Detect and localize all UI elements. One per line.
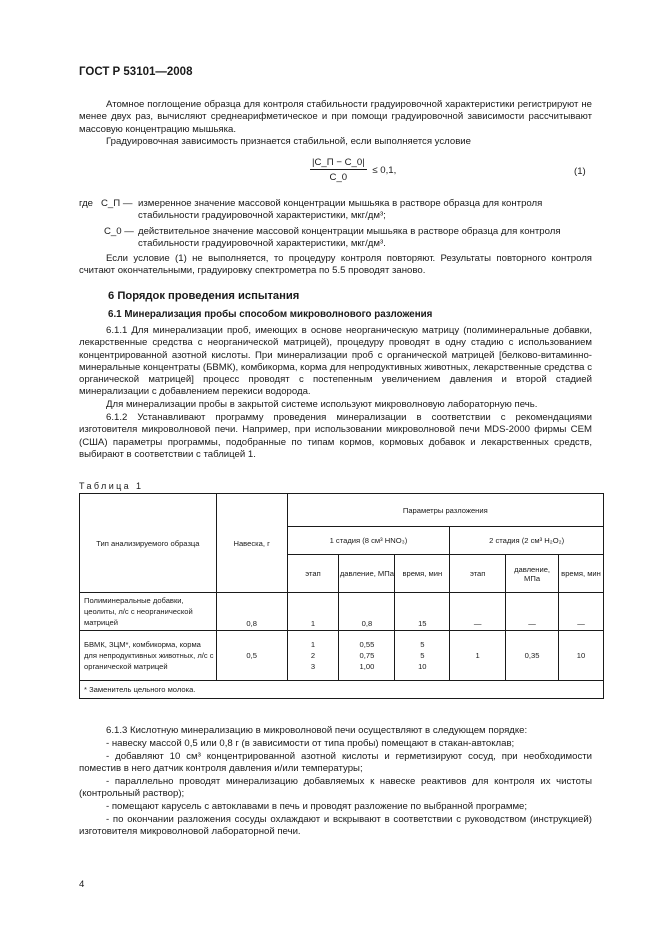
row2-pressure: 0,55 xyxy=(359,640,375,649)
header-pressure: давление, МПа xyxy=(339,555,395,593)
paragraph-repeat-control: Если условие (1) не выполняется, то процедуру контроля повторяют. Результаты повторного контроля считают окончательными, градуировку спектрометра по 5.5 проводят заново. xyxy=(79,253,592,277)
header-parameters: Параметры разложения xyxy=(287,494,603,527)
row2-pressure: 0,75 xyxy=(359,651,375,660)
row2-mass: 0,5 xyxy=(216,631,287,681)
row2-time: 10 xyxy=(418,662,427,671)
row2-s2-step: 1 xyxy=(450,631,506,681)
paragraph-stability: Атомное поглощение образца для контроля стабильности градуировочной характеристики регистрируют не менее двух раз, вычисляют среднеарифметическое и при помощи градуировочной зависимости рассчитывают массовую концентрацию мышьяка. xyxy=(79,99,592,135)
header-time: время, мин xyxy=(395,555,450,593)
row2-pressure: 1,00 xyxy=(359,662,375,671)
list-item: - параллельно проводят минерализацию добавляемых к навеске реактивов для контроля их чистоты (контрольный раствор); xyxy=(79,776,592,800)
definition-c0 xyxy=(79,226,592,252)
formula-numerator: |C_П − C_0| xyxy=(312,157,365,168)
row2-s2-time: 10 xyxy=(559,631,604,681)
formula-denominator: C_0 xyxy=(329,172,348,183)
table-row xyxy=(80,631,604,681)
formula-fraction xyxy=(310,157,367,183)
formula-condition: ≤ 0,1, xyxy=(372,164,397,176)
header-mass: Навеска, г xyxy=(216,494,287,593)
table-row xyxy=(80,593,604,631)
row2-step: 3 xyxy=(310,662,316,671)
standard-header: ГОСТ Р 53101—2008 xyxy=(79,66,193,78)
text-cp: измеренное значение массовой концентрации мышьяка в растворе образца для контроля стабильности градуировочной характеристики, мкг/дм³; xyxy=(138,198,543,222)
row1-s1-pressure: 0,8 xyxy=(339,593,395,631)
paragraph-6-1-2: 6.1.2 Устанавливают программу проведения минерализации в соответствии с рекомендациями изготовителя микроволновой печи. Например, при использовании микроволновой печи MDS-2000 фирмы СЕМ (США) параметры программы, подобранные по типам кормов, кормовых добавок и лекарственных средств, выбирают в соответствии с таблицей 1. xyxy=(79,412,592,460)
formula-number: (1) xyxy=(574,166,586,177)
row2-step: 2 xyxy=(310,651,316,660)
row1-s2-step: — xyxy=(450,593,506,631)
row1-s2-pressure: — xyxy=(506,593,559,631)
row2-time: 5 xyxy=(420,640,425,649)
row1-type: Полиминеральные добавки, цеолиты, л/с с неорганической матрицей xyxy=(84,596,193,627)
table-footnote: * Заменитель цельного молока. xyxy=(80,681,604,699)
list-item: - помещают карусель с автоклавами в печь и проводят разложение по выбранной программе; xyxy=(106,801,528,812)
table-1 xyxy=(79,493,604,699)
term-c0: C_0 — xyxy=(104,226,134,237)
row1-s1-step: 1 xyxy=(287,593,339,631)
header-time-2: время, мин xyxy=(559,555,604,593)
row1-s1-time: 15 xyxy=(395,593,450,631)
list-item: - добавляют 10 см³ концентрированной азотной кислоты и герметизируют сосуд, при необходимости поместив в него датчик контроля давления и/или температуры; xyxy=(79,751,592,775)
term-cp: C_П — xyxy=(101,198,133,209)
row2-step: 1 xyxy=(310,640,316,649)
paragraph-microwave-oven: Для минерализации пробы в закрытой системе используют микроволновую лабораторную печь. xyxy=(106,399,538,410)
row1-s2-time: — xyxy=(559,593,604,631)
definition-cp xyxy=(79,198,592,224)
list-item: - по окончании разложения сосуды охлаждают и вскрывают в соответствии с руководством (инструкцией) изготовителя микроволновой лабораторной печи. xyxy=(79,814,592,838)
section-6-1-heading: 6.1 Минерализация пробы способом микроволнового разложения xyxy=(108,309,433,320)
header-stage-1: 1 стадия (8 см³ HNO₃) xyxy=(287,527,450,555)
table-caption: Таблица 1 xyxy=(79,481,144,491)
paragraph-6-1-1: 6.1.1 Для минерализации проб, имеющих в основе неорганическую матрицу (полиминеральные добавки, лекарственные средства с неорганической матрицей), процедуру проводят в одну стадию с использованием концентрированной азотной кислоты. При минерализации проб с органической матрицей [белково-витаминно-минеральные концентраты (БВМК), комбикорма, корма для непродуктивных животных, лекарственные средства с органической матрицей] процесс проводят с постепенным увеличением давления и второй стадией минерализации с добавлением перекиси водорода. xyxy=(79,325,592,398)
section-6-heading: 6 Порядок проведения испытания xyxy=(108,290,300,302)
row2-s2-pressure: 0,35 xyxy=(506,631,559,681)
header-pressure-2: давление, МПа xyxy=(506,555,559,593)
page-number: 4 xyxy=(79,879,85,890)
paragraph-6-1-3: 6.1.3 Кислотную минерализацию в микроволновой печи осуществляют в следующем порядке: xyxy=(106,725,528,736)
header-step: этап xyxy=(287,555,339,593)
row2-time: 5 xyxy=(420,651,425,660)
list-item: - навеску массой 0,5 или 0,8 г (в зависимости от типа пробы) помещают в стакан-автоклав; xyxy=(106,738,515,749)
row2-type: БВМК, ЗЦМ*, комбикорма, корма для непродуктивных животных, л/с с органической матрицей xyxy=(84,640,214,671)
text-c0: действительное значение массовой концентрации мышьяка в растворе образца для контроля стабильности градуировочной характеристики, мкг/дм³. xyxy=(138,226,561,250)
header-step-2: этап xyxy=(450,555,506,593)
formula-1 xyxy=(310,157,396,183)
paragraph-condition: Градуировочная зависимость признается стабильной, если выполняется условие xyxy=(106,136,472,147)
header-stage-2: 2 стадия (2 см³ H₂O₂) xyxy=(450,527,604,555)
where-prefix: где xyxy=(79,198,94,209)
header-sample-type: Тип анализируемого образца xyxy=(80,494,217,593)
row1-mass: 0,8 xyxy=(216,593,287,631)
